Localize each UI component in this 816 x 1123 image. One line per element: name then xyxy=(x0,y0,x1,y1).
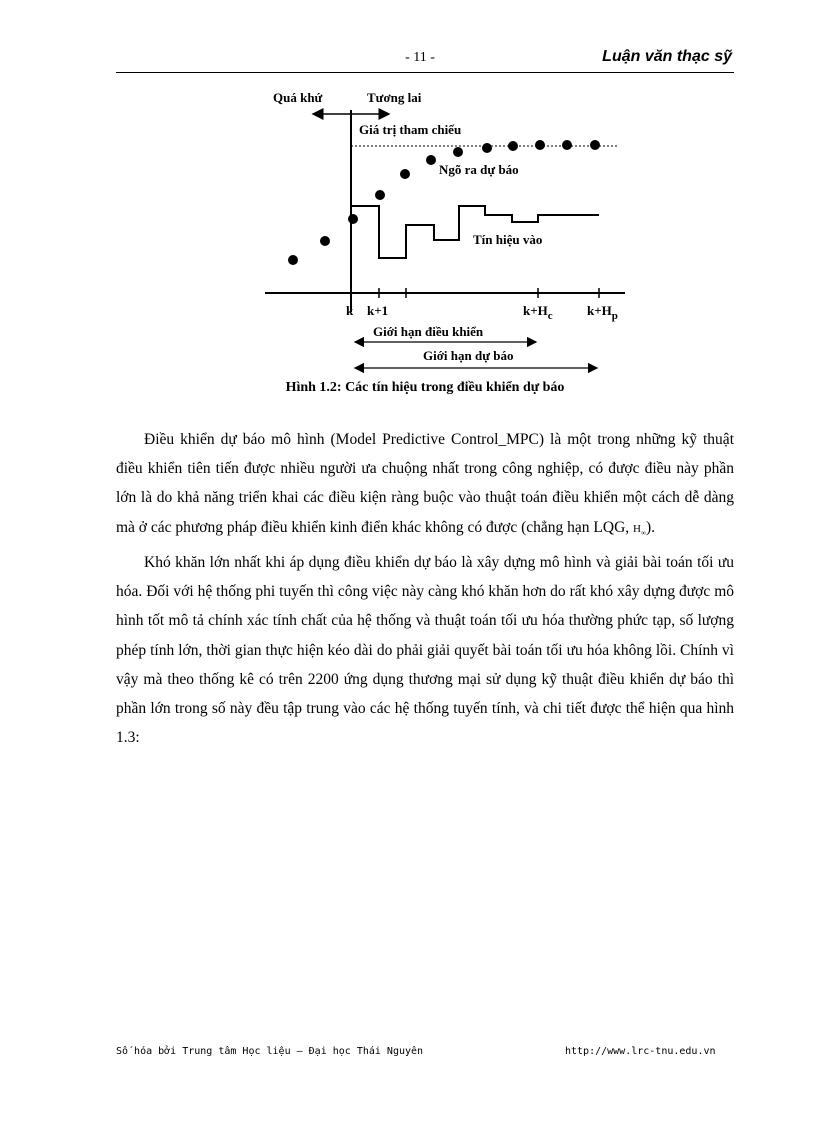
page-number: - 11 - xyxy=(405,50,435,65)
paragraph-mpc-intro-text: Điều khiển dự báo mô hình (Model Predictive Control_MPC) là một trong những kỹ thuật điều khiển tiên tiến được nhiều người ưa chuộng nhất trong công nghiệp, có được điều này phần lớn là do khả năng triển khai các điều kiện ràng buộc vào thuật toán điều khiển một cách dễ dàng mà ở các phương pháp điều khiển kinh điển khác không có được (chẳng hạn LQG, xyxy=(116,431,734,536)
output-point xyxy=(562,140,572,150)
output-point xyxy=(288,255,298,265)
output-point xyxy=(590,140,600,150)
past-label: Quá khứ xyxy=(273,90,323,105)
body-text xyxy=(116,425,734,752)
tick-label-k-plus-hc: $k+H_c$ xyxy=(523,303,553,322)
output-point xyxy=(400,169,410,179)
reference-label: Giá trị tham chiếu xyxy=(359,122,462,137)
future-label: Tương lai xyxy=(367,90,422,105)
input-signal-label: Tín hiệu vào xyxy=(473,232,543,247)
output-point xyxy=(426,155,436,165)
thesis-header-title: Luận văn thạc sỹ xyxy=(602,48,732,65)
header-rule xyxy=(116,72,734,73)
output-point xyxy=(320,236,330,246)
mpc-diagram xyxy=(255,80,635,380)
h-infinity-symbol: $H_\infty$ xyxy=(633,522,646,537)
tick-label-k-plus-1: k+1 xyxy=(367,303,389,318)
footer-url[interactable]: http://www.lrc-tnu.edu.vn xyxy=(565,1046,716,1057)
output-points xyxy=(288,140,600,265)
paragraph-mpc-difficulty: Khó khăn lớn nhất khi áp dụng điều khiển dự báo là xây dựng mô hình và giải bài toán tối ưu hóa. Đối với hệ thống phi tuyến thì công việc này càng khó khăn hơn do rất khó xây dựng được mô hình tốt mô tả chính xác tính chất của hệ thống và thuật toán tối ưu hóa thường phức tạp, số lượng phép tính lớn, thời gian thực hiện kéo dài do phải giải quyết bài toán tối ưu hóa không lồi. Chính vì vậy mà theo thống kê có trên 2200 ứng dụng thương mại sử dụng kỹ thuật điều khiển dự báo thì phần lớn trong số này đều tập trung vào các hệ thống tuyến tính, và chi tiết được thể hiện qua hình 1.3: xyxy=(116,554,734,747)
paragraph-mpc-intro xyxy=(116,425,734,548)
output-point xyxy=(535,140,545,150)
figure-caption: Hình 1.2: Các tín hiệu trong điều khiển dự báo xyxy=(285,380,565,395)
footer-digitized-by: Số hóa bởi Trung tâm Học liệu – Đại học Thái Nguyên xyxy=(116,1046,424,1057)
output-point xyxy=(348,214,358,224)
output-point xyxy=(453,147,463,157)
control-horizon-label: Giới hạn điều khiển xyxy=(373,324,484,339)
prediction-horizon-label: Giới hạn dự báo xyxy=(423,348,514,363)
output-point xyxy=(375,190,385,200)
tick-label-k-plus-hp: $k+H_p$ xyxy=(587,303,618,322)
tick-label-k: k xyxy=(346,303,354,318)
output-point xyxy=(508,141,518,151)
predicted-output-label: Ngõ ra dự báo xyxy=(439,162,519,177)
paragraph-mpc-intro-end: ). xyxy=(645,518,656,536)
mpc-signal-figure xyxy=(255,80,635,380)
output-point xyxy=(482,143,492,153)
